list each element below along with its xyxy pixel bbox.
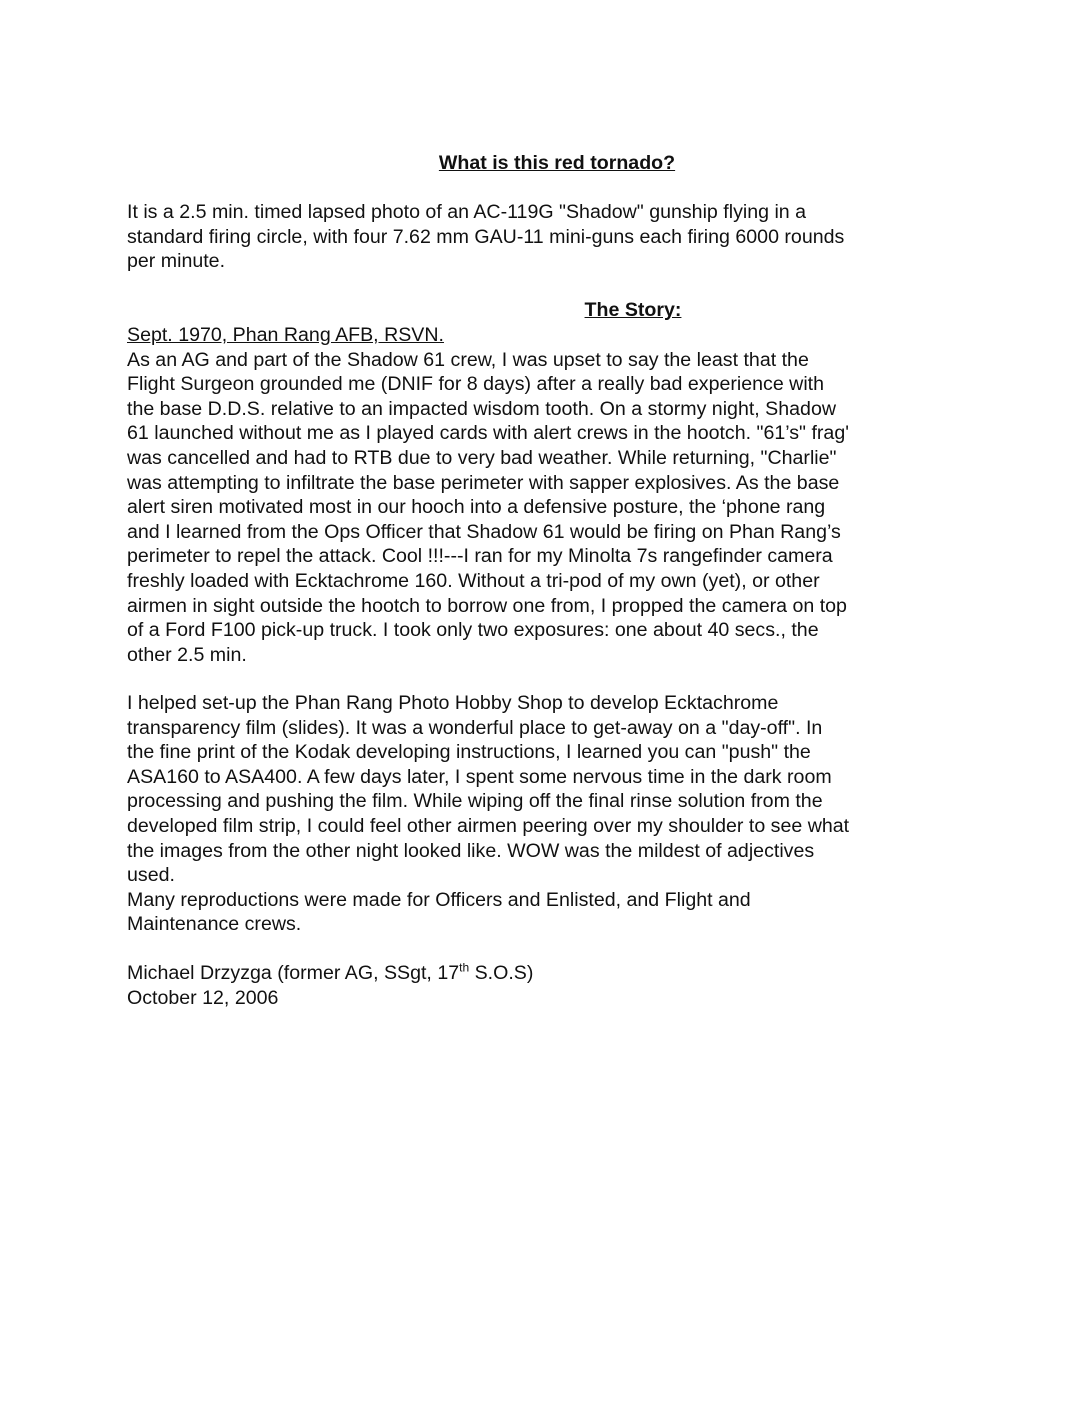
story-line: perimeter to repel the attack. Cool !!!---I ran for my Minolta 7s rangefinder camera: [127, 545, 833, 568]
hobby-line: transparency film (slides). It was a wonderful place to get-away on a "day-off". In: [127, 716, 823, 739]
signature-block: [127, 961, 927, 1010]
story-paragraph: [127, 323, 927, 667]
author-line: [127, 961, 927, 986]
hobby-line: used.: [127, 864, 175, 887]
story-line: As an AG and part of the Shadow 61 crew, I was upset to say the least that the: [127, 348, 809, 371]
story-line: was attempting to infiltrate the base perimeter with sapper explosives. As the base: [127, 471, 840, 494]
hobby-line: I helped set-up the Phan Rang Photo Hobby Shop to develop Ecktachrome: [127, 692, 779, 714]
story-heading: The Story:: [584, 299, 682, 321]
author-name-prefix: Michael Drzyzga (former AG, SSgt, 17: [127, 962, 460, 984]
story-line: of a Ford F100 pick-up truck. I took only two exposures: one about 40 secs., the: [127, 619, 819, 642]
hobby-line: the fine print of the Kodak developing instructions, I learned you can "push" the: [127, 741, 811, 764]
hobby-line: developed film strip, I could feel other airmen peering over my shoulder to see what: [127, 814, 850, 837]
hobby-shop-paragraph: [127, 691, 927, 937]
story-line: alert siren motivated most in our hooch into a defensive posture, the ‘phone rang: [127, 496, 826, 519]
hobby-line: ASA160 to ASA400. A few days later, I spent some nervous time in the dark room: [127, 765, 832, 788]
story-line: and I learned from the Ops Officer that Shadow 61 would be firing on Phan Rang’s: [127, 520, 841, 543]
author-ordinal-suffix: th: [459, 960, 470, 975]
story-dateline: Sept. 1970, Phan Rang AFB, RSVN.: [127, 324, 444, 346]
story-line: airmen in sight outside the hootch to borrow one from, I propped the camera on top: [127, 594, 847, 617]
story-line: was cancelled and had to RTB due to very bad weather. While returning, "Charlie": [127, 446, 837, 469]
hobby-line: Maintenance crews.: [127, 913, 302, 936]
intro-line: standard firing circle, with four 7.62 mm GAU-11 mini-guns each firing 6000 rounds: [127, 225, 845, 248]
signature-date: October 12, 2006: [127, 986, 279, 1009]
story-line: the base D.D.S. relative to an impacted wisdom tooth. On a stormy night, Shadow: [127, 397, 836, 420]
intro-line: per minute.: [127, 250, 226, 273]
hobby-line: processing and pushing the film. While wiping off the final rinse solution from the: [127, 790, 823, 813]
author-name-suffix: S.O.S): [469, 962, 534, 984]
hobby-line: the images from the other night looked like. WOW was the mildest of adjectives: [127, 839, 815, 862]
document-title: What is this red tornado?: [438, 152, 676, 174]
hobby-line: Many reproductions were made for Officers and Enlisted, and Flight and: [127, 888, 751, 911]
story-line: 61 launched without me as I played cards with alert crews in the hootch. "61’s" frag': [127, 422, 849, 445]
story-line: Flight Surgeon grounded me (DNIF for 8 days) after a really bad experience with: [127, 373, 825, 396]
intro-paragraph: [127, 200, 927, 274]
story-line: other 2.5 min.: [127, 643, 247, 666]
intro-line: It is a 2.5 min. timed lapsed photo of an AC-119G "Shadow" gunship flying in a: [127, 201, 807, 223]
story-line: freshly loaded with Ecktachrome 160. Without a tri-pod of my own (yet), or other: [127, 569, 820, 592]
